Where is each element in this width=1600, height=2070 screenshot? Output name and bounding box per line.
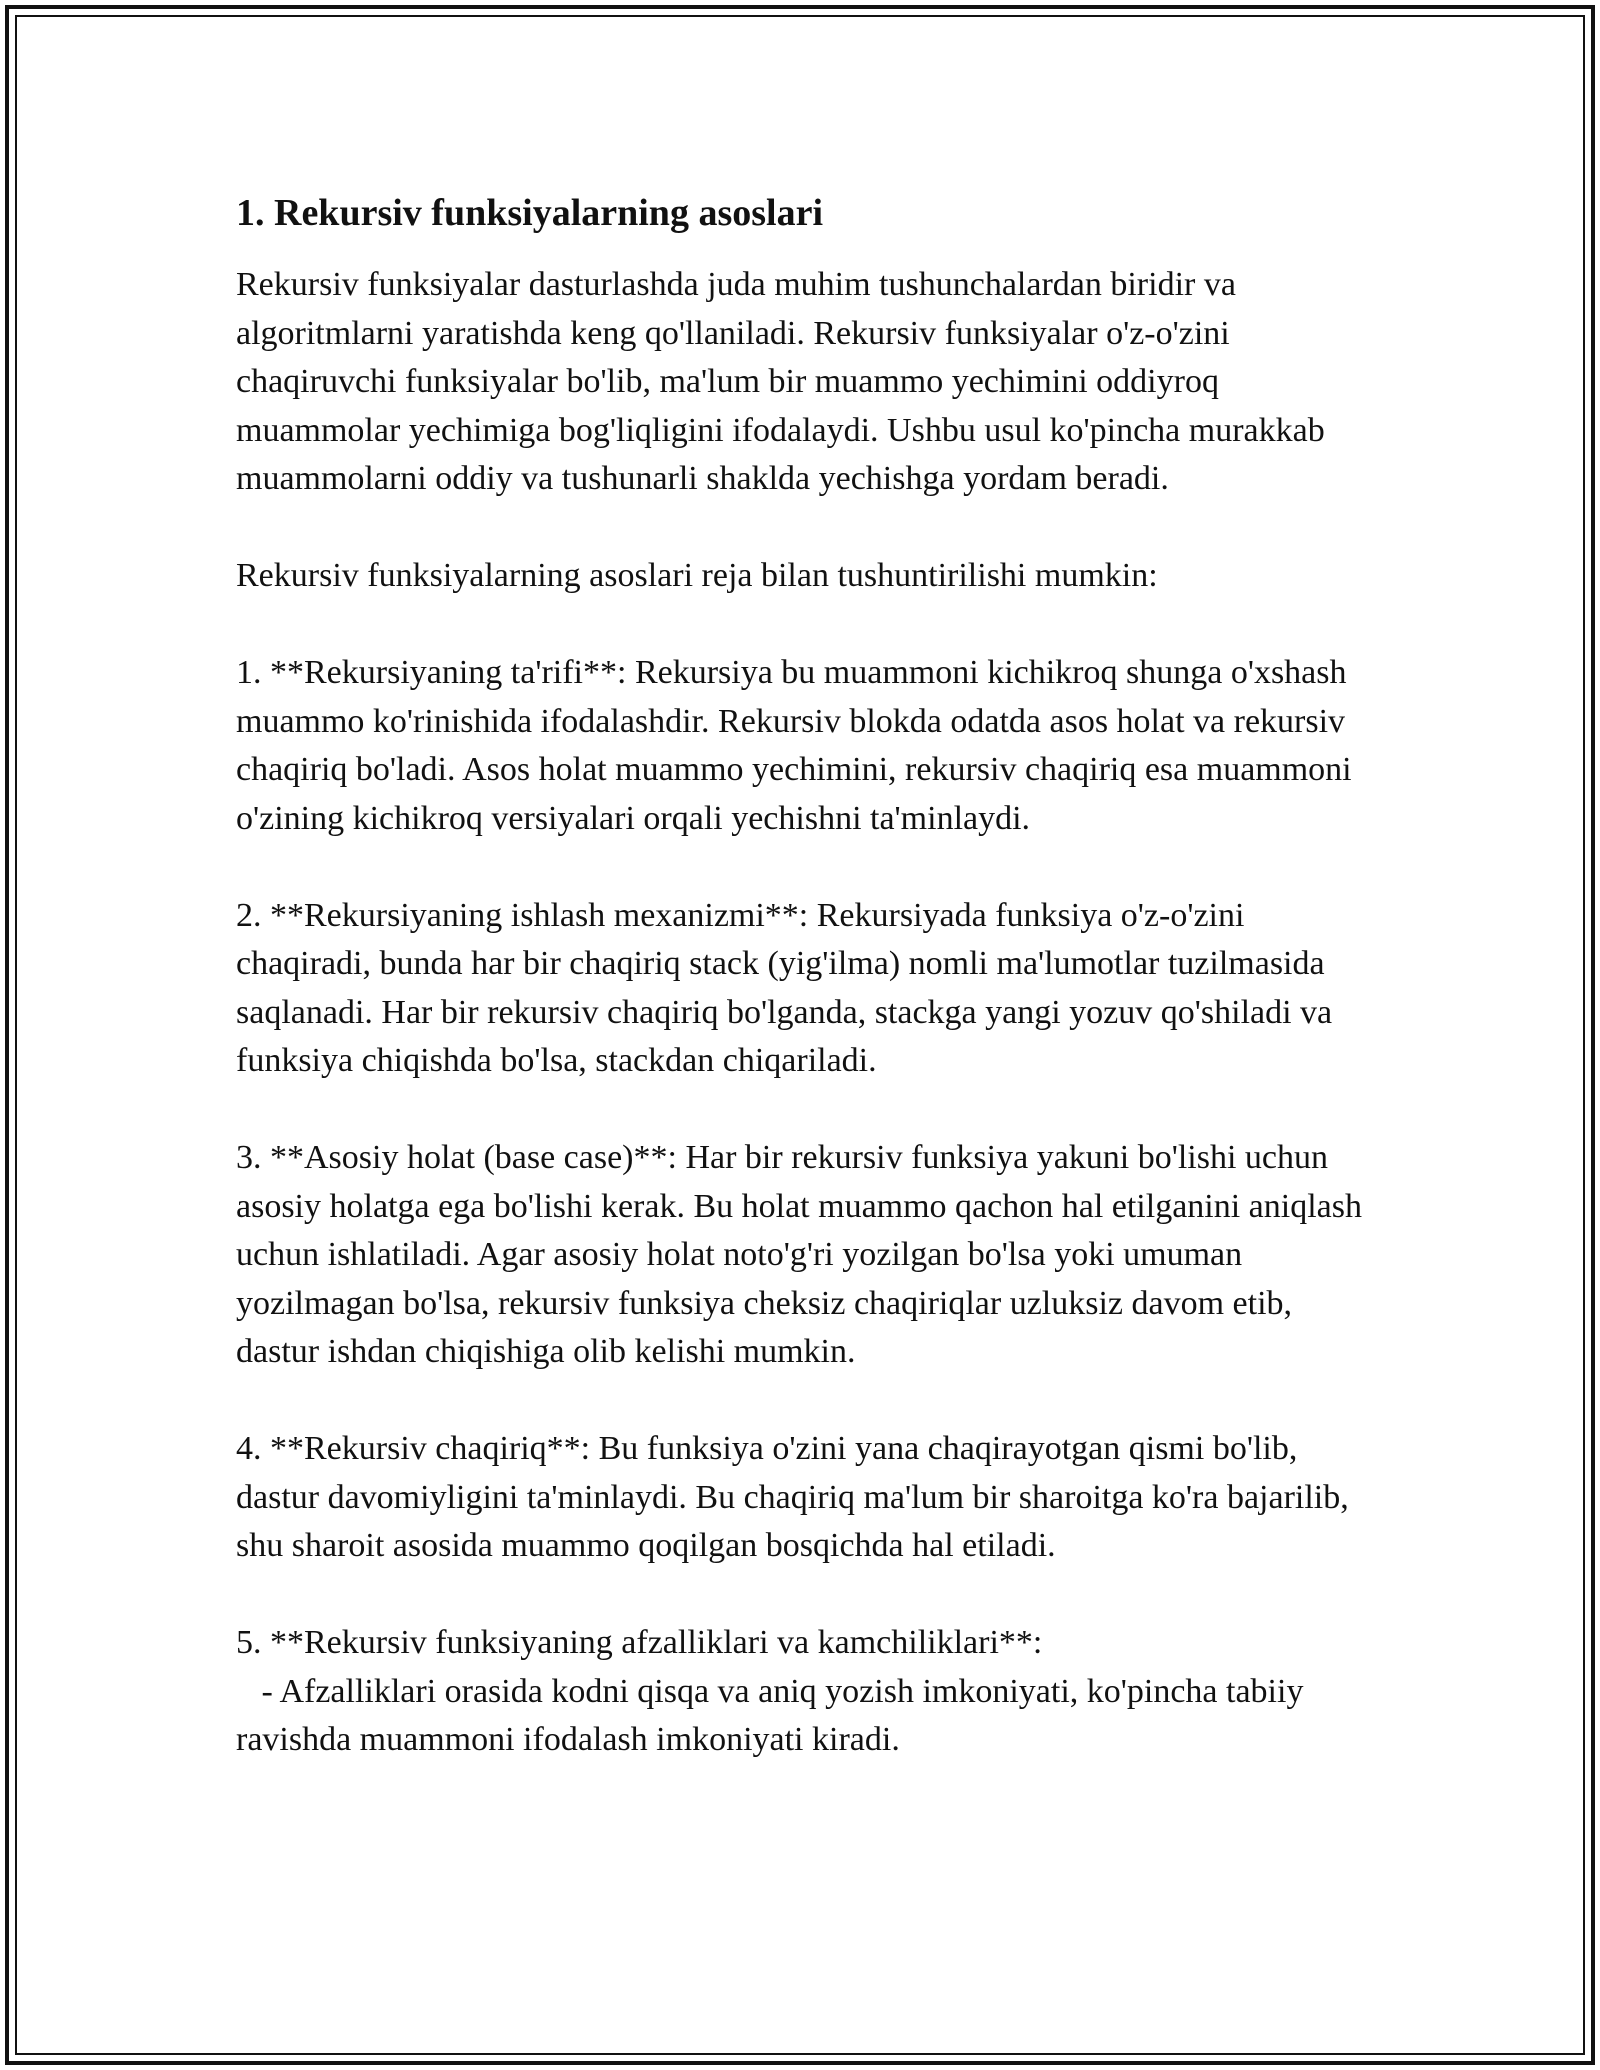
list-item-recursive-call: 4. **Rekursiv chaqiriq**: Bu funksiya o'zini yana chaqirayotgan qismi bo'lib, dastur davomiyligini ta'minlaydi. Bu chaqiriq ma'lum bir sharoitga ko'ra bajarilib, shu sharoit asosida muammo qoqilgan bosqichda hal etiladi.: [236, 1430, 1358, 1564]
intro-paragraph: Rekursiv funksiyalar dasturlashda juda muhim tushunchalardan biridir va algoritmlarni yaratishda keng qo'llaniladi. Rekursiv funksiyalar o'z-o'zini chaqiruvchi funksiyalar bo'lib, ma'lum bir muammo yechimini oddiyroq muammolar yechimiga bog'liqligini ifodalaydi. Ushbu usul ko'pincha murakkab muammolarni oddiy va tushunarli shaklda yechishga yordam beradi.: [236, 266, 1334, 497]
list-item-pros-cons: 5. **Rekursiv funksiyaning afzalliklari va kamchiliklari**: - Afzalliklari orasida kodni qisqa va aniq yozish imkoniyati, ko'pincha tabiiy ravishda muammoni ifodalash imkoniyati kiradi.: [236, 1624, 1304, 1758]
document-body: [236, 185, 1376, 1765]
section-heading: 1. Rekursiv funksiyalarning asoslari: [236, 192, 823, 234]
plan-intro-paragraph: Rekursiv funksiyalarning asoslari reja bilan tushuntirilishi mumkin:: [236, 557, 1158, 594]
list-item-mechanism: 2. **Rekursiyaning ishlash mexanizmi**: Rekursiyada funksiya o'z-o'zini chaqiradi, bunda har bir chaqiriq stack (yig'ilma) nomli ma'lumotlar tuzilmasida saqlanadi. Har bir rekursiv chaqiriq bo'lganda, stackga yangi yozuv qo'shiladi va funksiya chiqishda bo'lsa, stackdan chiqariladi.: [236, 896, 1341, 1079]
list-item-base-case: 3. **Asosiy holat (base case)**: Har bir rekursiv funksiya yakuni bo'lishi uchun asosiy holatga ega bo'lishi kerak. Bu holat muammo qachon hal etilganini aniqlash uchun ishlatiladi. Agar asosiy holat noto'g'ri yozilgan bo'lsa yoki umuman yozilmagan bo'lsa, rekursiv funksiya cheksiz chaqiriqlar uzluksiz davom etib, dastur ishdan chiqishiga olib kelishi mumkin.: [236, 1139, 1371, 1370]
list-item-definition: 1. **Rekursiyaning ta'rifi**: Rekursiya bu muammoni kichikroq shunga o'xshash muammo ko'rinishida ifodalashdir. Rekursiv blokda odatda asos holat va rekursiv chaqiriq bo'ladi. Asos holat muammo yechimini, rekursiv chaqiriq esa muammoni o'zining kichikroq versiyalari orqali yechishni ta'minlaydi.: [236, 654, 1361, 837]
